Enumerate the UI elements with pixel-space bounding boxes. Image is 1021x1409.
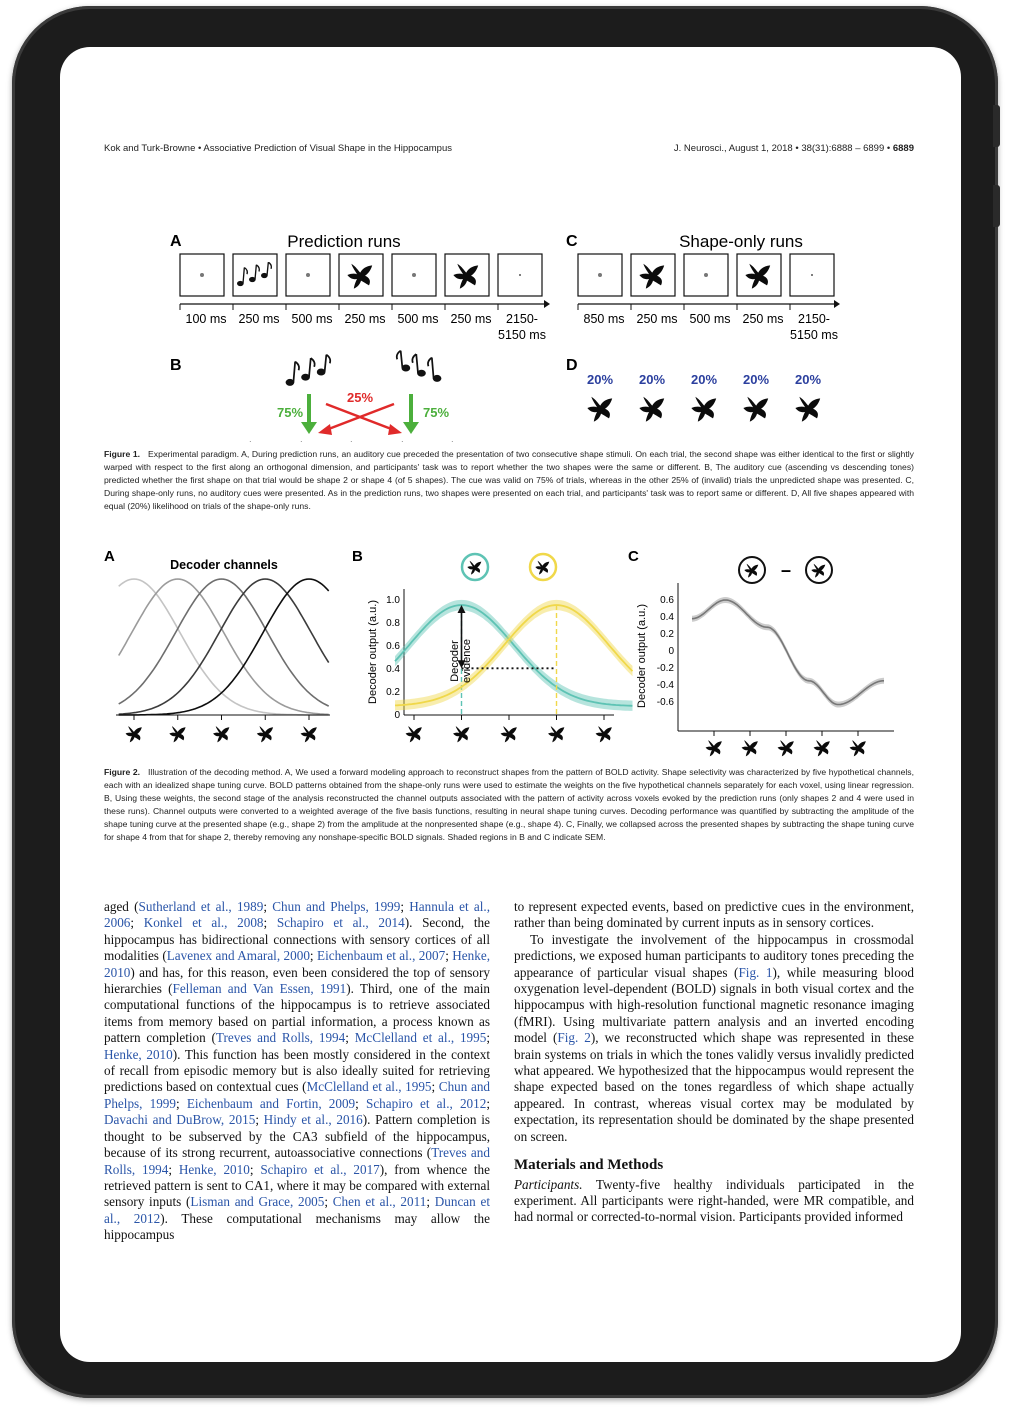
fig1-panel-a-durations bbox=[186, 312, 546, 342]
body-paragraph: to represent expected events, based on predictive cues in the environment, rather than being dominated by current inputs as in sensory cortices. bbox=[514, 899, 914, 931]
article-page bbox=[104, 47, 914, 1362]
shape-tick-icon bbox=[406, 726, 422, 742]
body-text-run: aged ( bbox=[104, 899, 139, 914]
duration-label: 250 ms bbox=[742, 312, 784, 326]
body-text-run: ). Second, the hippocampus has bidirectional connections with sensory cortices of all modalities ( bbox=[104, 915, 490, 964]
running-header-left: Kok and Turk-Browne • Associative Prediction of Visual Shape in the Hippocampus bbox=[104, 143, 452, 154]
shape-tick-icon bbox=[301, 726, 317, 742]
fig2-panel-a-label: A bbox=[104, 548, 115, 565]
body-text-run: ; bbox=[445, 948, 453, 964]
fig2-panel-a-x-ticks bbox=[126, 715, 317, 742]
citation-link[interactable]: Henke, 2010 bbox=[178, 1161, 250, 1177]
valid-percent-left: 75% bbox=[276, 405, 304, 420]
body-text-run: ; bbox=[355, 1095, 366, 1111]
running-header bbox=[104, 143, 914, 154]
y-tick-label: 0.2 bbox=[660, 629, 674, 640]
y-tick-label: 0.4 bbox=[386, 664, 400, 675]
y-tick-label: -0.6 bbox=[656, 697, 674, 708]
citation-link[interactable]: Duncan et al., 2012 bbox=[104, 1194, 490, 1226]
subsection-runin: Participants. bbox=[514, 1176, 583, 1192]
fig1-panel-a-title: Prediction runs bbox=[287, 232, 401, 251]
citation-link[interactable]: Chen et al., 2011 bbox=[332, 1194, 427, 1210]
citation-link[interactable]: Henke, 2010 bbox=[104, 1046, 173, 1062]
citation-link[interactable]: Schapiro et al., 2014 bbox=[276, 915, 405, 931]
screen bbox=[60, 47, 961, 1362]
shape-tick-icon bbox=[814, 740, 830, 756]
duration-label: 500 ms bbox=[689, 312, 731, 326]
citation-link[interactable]: Treves and Rolls, 1994 bbox=[104, 1145, 490, 1177]
y-tick-label: 0 bbox=[668, 646, 674, 657]
fig1-panel-c-title: Shape-only runs bbox=[679, 232, 803, 251]
shape-tick-icon bbox=[778, 740, 794, 756]
invalid-percent: 25% bbox=[346, 390, 374, 405]
fig2-panel-a-channel-curves bbox=[119, 579, 329, 715]
fig2-panel-c-y-ticks bbox=[657, 595, 675, 708]
body-text-run: ), while measuring blood oxygenation level-dependent (BOLD) signals in both visual cortex and the hippocampus with high-resolution functional magnetic resonance imaging (fMRI). Using multivariate pattern analysis and an inverted encoding model ( bbox=[514, 964, 915, 1046]
duration-label: 100 ms bbox=[185, 312, 227, 326]
duration-label: 500 ms bbox=[397, 312, 439, 326]
duration-label: 2150- bbox=[506, 312, 538, 326]
citation-link[interactable]: Eichenbaum and Fortin, 2009 bbox=[186, 1095, 356, 1111]
citation-link[interactable]: Eichenbaum et al., 2007 bbox=[317, 948, 446, 964]
valid-percent-right: 75% bbox=[422, 405, 450, 420]
body-text-run: ; bbox=[263, 915, 277, 931]
likelihood-percent: 20% bbox=[638, 372, 666, 387]
likelihood-percent: 20% bbox=[690, 372, 718, 387]
minus-sign: – bbox=[780, 560, 792, 580]
body-paragraph bbox=[514, 1177, 914, 1226]
likelihood-percent: 20% bbox=[794, 372, 822, 387]
body-text-run: ; bbox=[324, 1194, 333, 1210]
figure-2-caption-label: Figure 2. bbox=[104, 767, 141, 777]
decoder-evidence-line2: evidence bbox=[461, 638, 473, 684]
fig2-panel-c-label: C bbox=[628, 548, 639, 565]
fig1-panel-a-label: A bbox=[170, 233, 182, 250]
fig1-panel-c-durations bbox=[584, 312, 838, 342]
fig2-panel-a-title: Decoder channels bbox=[170, 558, 278, 572]
citation-link[interactable]: Hindy et al., 2016 bbox=[263, 1112, 363, 1128]
body-text-run: ; bbox=[486, 1030, 490, 1046]
page-number: 6889 bbox=[892, 143, 914, 154]
fig1-panel-d-percentages bbox=[587, 372, 821, 387]
body-text-run: ; bbox=[130, 915, 144, 931]
citation-link[interactable]: Hannula et al., 2006 bbox=[104, 899, 490, 931]
citation-link[interactable]: McClelland et al., 1995 bbox=[354, 1030, 487, 1046]
body-text-run: ; bbox=[400, 899, 410, 914]
citation-link[interactable]: Felleman and Van Essen, 1991 bbox=[172, 981, 347, 997]
body-text-run: ). These computational mechanisms may allow the hippocampus bbox=[104, 1210, 490, 1243]
body-text-run: ). This function has been mostly considered in the context of recall from episodic memory but is also ideally suited for retrieving predictions based on contextual cues ( bbox=[104, 1046, 490, 1095]
y-tick-label: 0.8 bbox=[386, 618, 400, 629]
citation-link[interactable]: Fig. 2 bbox=[557, 1030, 591, 1046]
volume-up-button[interactable] bbox=[993, 105, 1000, 147]
fig2-panel-b-tuning-curves bbox=[395, 600, 633, 715]
y-tick-label: 1.0 bbox=[386, 595, 400, 606]
likelihood-percent: 20% bbox=[742, 372, 770, 387]
body-paragraph bbox=[514, 932, 914, 1145]
body-text-run: ; bbox=[168, 1161, 179, 1177]
shape-tick-icon bbox=[453, 726, 469, 742]
duration-label: 250 ms bbox=[450, 312, 492, 326]
likelihood-percent: 20% bbox=[586, 372, 614, 387]
shape-tick-icon bbox=[169, 726, 185, 742]
fig2-panel-b-x-ticks bbox=[406, 715, 612, 742]
ascending-tones-icon bbox=[286, 355, 331, 386]
fig2-panel-b-label: B bbox=[352, 548, 363, 565]
channel-curve bbox=[119, 579, 329, 715]
body-text-run: ; bbox=[431, 1079, 439, 1095]
citation-link[interactable]: Henke, 2010 bbox=[104, 948, 490, 980]
shape-tick-icon bbox=[126, 726, 142, 742]
fig1-panel-a-frames bbox=[180, 254, 542, 296]
citation-link[interactable]: Schapiro et al., 2012 bbox=[365, 1095, 487, 1111]
citation-link[interactable]: Lisman and Grace, 2005 bbox=[190, 1194, 325, 1210]
body-column-right bbox=[514, 899, 914, 1226]
participants-text: Twenty-five healthy individuals participated in the experiment. All participants were right-handed, were MR compatible, and had normal or corrected-to-normal vision. Participants provided informed bbox=[514, 1176, 914, 1225]
duration-label: 2150- bbox=[798, 312, 830, 326]
fig1-panel-b-shapes bbox=[246, 441, 474, 442]
body-text-run: ; bbox=[263, 899, 273, 914]
figure-1-caption-text: Experimental paradigm. A, During prediction runs, an auditory cue preceded the presentation of two consecutive shape stimuli. On each trial, the second shape was either identical to the first or slightly warped with respect to the first along an orthogonal dimension, and participants' task was to report whether the two shapes were the same or different. B, The auditory cue (ascending vs descending tones) predicted whether the first shape on that trial would be shape 2 or shape 4 (of 5 shapes). The cue was valid on 75% of trials, whereas in the other 25% of (invalid) trials the unpredicted shape was presented. C, During shape-only runs, no auditory cues were presented. As in the prediction runs, two shapes were presented on each trial, and participants' task was to report same or different. D, All five shapes appeared with equal (20%) likelihood on trials of the shape-only runs. bbox=[104, 449, 914, 511]
citation-link[interactable]: Chun and Phelps, 1999 bbox=[104, 1079, 491, 1111]
shape-tick-icon bbox=[850, 740, 866, 756]
difference-curve bbox=[692, 600, 884, 705]
citation-link[interactable]: Lavenex and Amaral, 2000 bbox=[166, 948, 310, 964]
body-column-left bbox=[104, 899, 490, 1244]
channel-curve bbox=[119, 579, 329, 706]
citation-link[interactable]: Fig. 1 bbox=[738, 964, 773, 980]
body-text-run: ), we reconstructed which shape was represented in these brain systems on trials in which the tones validly versus invalidly predicted what appeared. We hypothesized that the hippocampus would represent the shape expected based on the tones regardless of which shape actually appeared. In contrast, whereas visual cortex may be modulated by expectation, its representation should be dominated by the shape presented on screen. bbox=[514, 1030, 914, 1144]
y-tick-label: 0.6 bbox=[386, 641, 400, 652]
fig1-panel-d-label: D bbox=[566, 357, 578, 374]
figure-2-caption bbox=[104, 766, 914, 844]
shape-tick-icon bbox=[257, 726, 273, 742]
body-text-run: ; bbox=[176, 1095, 187, 1111]
duration-label: 250 ms bbox=[238, 312, 280, 326]
fig1-panel-d-shapes bbox=[587, 397, 820, 422]
body-text-run: ; bbox=[486, 1095, 490, 1111]
body-text-run: ). Third, one of the main computational functions of the hippocampus is to retrieve associated items from memory based on partial information, a process known as pattern completion ( bbox=[104, 981, 490, 1046]
shape-tick-icon bbox=[742, 740, 758, 756]
duration-label: 250 ms bbox=[636, 312, 678, 326]
figure-1-caption-label: Figure 1. bbox=[104, 449, 141, 459]
fig1-panel-b-label: B bbox=[170, 357, 182, 374]
duration-label: 5150 ms bbox=[790, 328, 838, 342]
figure-2-caption-text: Illustration of the decoding method. A, We used a forward modeling approach to reconstruct shapes from the pattern of BOLD activity. Shape selectivity was characterized by five hypothetical channels, each with an idealized shape tuning curve. BOLD patterns obtained from the shape-only runs were used to estimate the weights on the five hypothetical channels separately for each voxel, using linear regression. B, Using these weights, the second stage of the analysis reconstructed the channel outputs associated with the pattern of activity across voxels evoked by the prediction runs (only shapes 2 and 4 were used in these runs). Channel outputs were converted to a weighted average of the five basis functions, resulting in neural shape tuning curves. Decoding performance was quantified by subtracting the amplitude of the shape tuning curve at the presented shape (e.g., shape 2) from the amplitude at the nonpresented shape (e.g., shape 4). C, Finally, we collapsed across the presented shapes by subtracting the shape tuning curve for shape 4 from that for shape 2, thereby removing any nonshape-specific BOLD signals. Shaded regions in B and C indicate SEM. bbox=[104, 767, 914, 842]
running-header-right: J. Neurosci., August 1, 2018 • 38(31):6888 – 6899 • 6889 bbox=[673, 143, 914, 154]
y-tick-label: 0.4 bbox=[660, 612, 674, 623]
body-text-run: ; bbox=[249, 1161, 261, 1177]
descending-tones-icon bbox=[397, 351, 442, 382]
decoder-evidence-line1: Decoder bbox=[449, 640, 461, 682]
duration-label: 500 ms bbox=[291, 312, 333, 326]
citation-link[interactable]: Chun and Phelps, 1999 bbox=[272, 899, 401, 914]
figure-1 bbox=[104, 172, 914, 442]
citation-link[interactable]: Schapiro et al., 2017 bbox=[260, 1161, 380, 1177]
y-tick-label: 0.6 bbox=[660, 595, 674, 606]
volume-down-button[interactable] bbox=[993, 185, 1000, 227]
body-text-run: ; bbox=[426, 1194, 435, 1210]
shape-tick-icon bbox=[501, 726, 517, 742]
body-text-run: ), from whence the retrieved pattern is sent to CA1, where it may be compared with external sensory inputs ( bbox=[104, 1161, 490, 1210]
body-text-run: To investigate the involvement of the hippocampus in crossmodal predictions, we exposed human participants to auditory tones preceding the appearance of particular visual shapes ( bbox=[514, 931, 914, 980]
duration-label: 250 ms bbox=[344, 312, 386, 326]
sem-band bbox=[395, 600, 633, 711]
duration-label: 5150 ms bbox=[498, 328, 546, 342]
shape-tick-icon bbox=[548, 726, 564, 742]
y-tick-label: 0 bbox=[394, 710, 400, 721]
figure-2 bbox=[104, 539, 914, 761]
y-tick-label: 0.2 bbox=[386, 687, 400, 698]
body-text-run: ) and has, for this reason, even been considered the top of sensory hierarchies ( bbox=[104, 964, 490, 997]
body-text-run: ; bbox=[309, 948, 318, 964]
body-paragraph bbox=[104, 899, 490, 1244]
fig1-panel-c-frames bbox=[578, 254, 834, 296]
shape-tick-icon bbox=[213, 726, 229, 742]
fig2-panel-c-ylabel: Decoder output (a.u.) bbox=[636, 604, 648, 708]
duration-label: 850 ms bbox=[583, 312, 625, 326]
fig1-panel-c-label: C bbox=[566, 233, 578, 250]
citation-link[interactable]: Treves and Rolls, 1994 bbox=[215, 1030, 346, 1046]
body-text-run: ; bbox=[255, 1112, 264, 1128]
citation-link[interactable]: Davachi and DuBrow, 2015 bbox=[104, 1112, 256, 1128]
section-heading: Materials and Methods bbox=[514, 1157, 664, 1174]
citation-link[interactable]: Sutherland et al., 1989 bbox=[138, 899, 264, 914]
y-tick-label: -0.4 bbox=[656, 680, 674, 691]
fig2-panel-c-difference-curve bbox=[692, 597, 884, 708]
fig1-panel-c-timeline bbox=[578, 300, 840, 310]
body-text-run: ). Pattern completion is thought to be subserved by the CA3 subfield of the hippocampus, because of its strong recurrent, autoassociative connections ( bbox=[104, 1112, 490, 1161]
shape-tick-icon bbox=[706, 740, 722, 756]
fig1-panel-a-timeline bbox=[180, 300, 550, 310]
citation-link[interactable]: Konkel et al., 2008 bbox=[143, 915, 264, 931]
citation-link[interactable]: McClelland et al., 1995 bbox=[306, 1079, 432, 1095]
tuning-curve bbox=[395, 605, 633, 706]
y-tick-label: -0.2 bbox=[656, 663, 674, 674]
fig2-panel-c-x-ticks bbox=[706, 731, 866, 756]
fig2-panel-b-ylabel: Decoder output (a.u.) bbox=[367, 600, 379, 704]
body-text-run: ; bbox=[345, 1030, 355, 1046]
figure-1-caption bbox=[104, 448, 914, 513]
shape-tick-icon bbox=[596, 726, 612, 742]
